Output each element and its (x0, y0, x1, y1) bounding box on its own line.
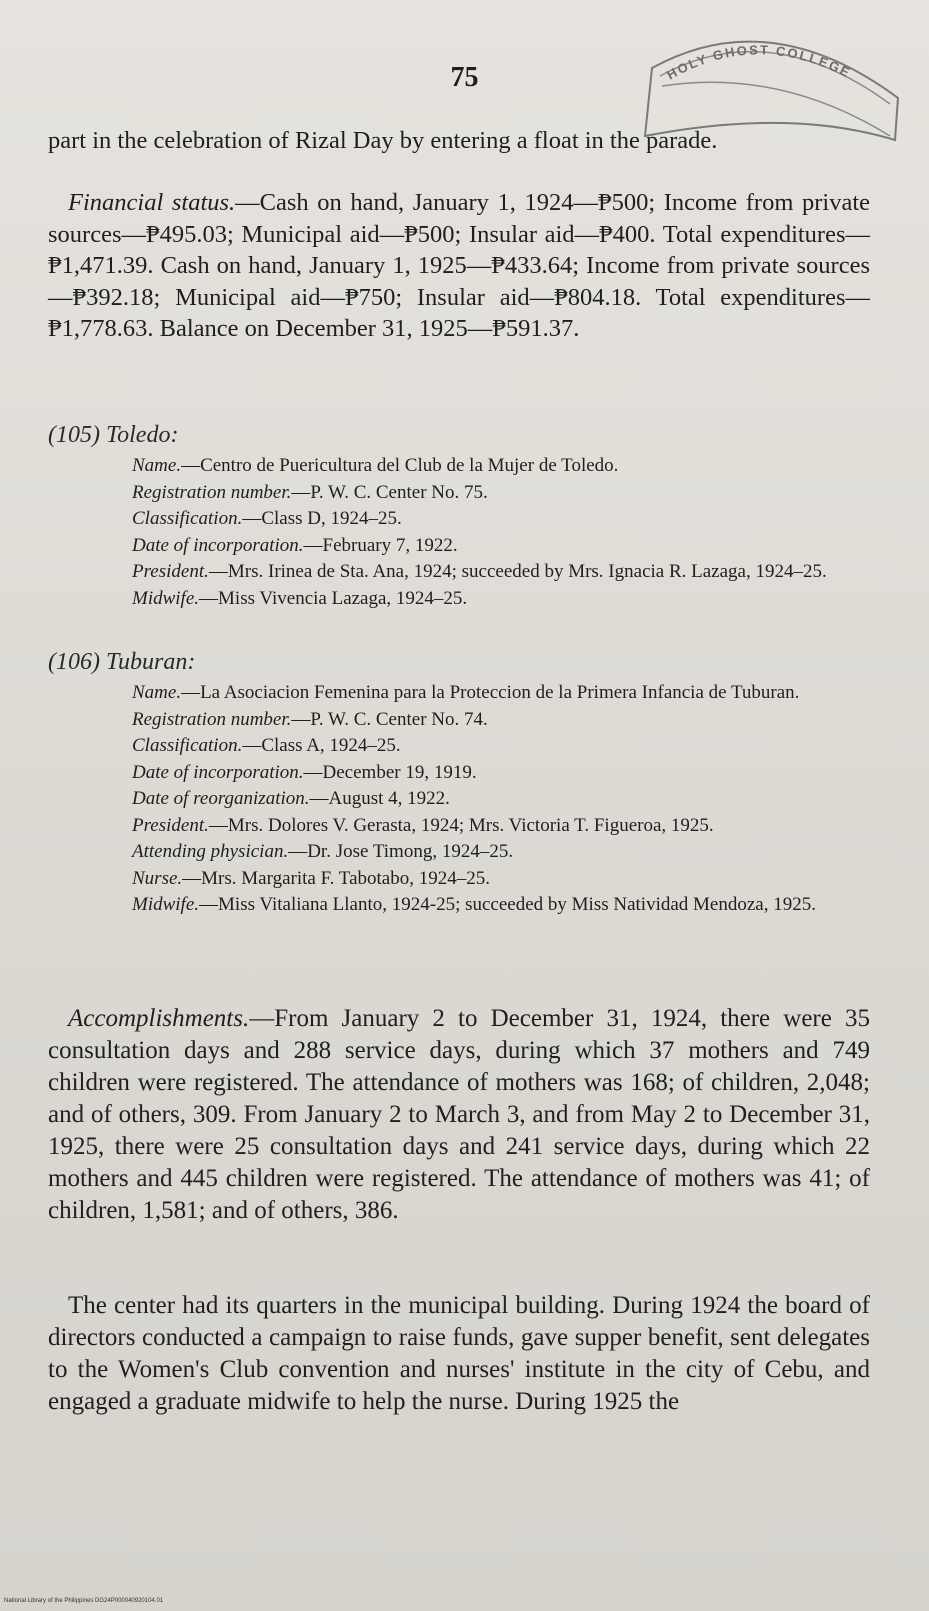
financial-status-text: —Cash on hand, January 1, 1924—₱500; Income from private sources—₱495.03; Municipal aid—₱500; Insular aid—₱400. Total expenditures—₱1,471.39. Cash on hand, January 1, 1925—₱433.64; Income from private sources—₱392.18; Municipal aid—₱750; Insular aid—₱804.18. Total expenditures—₱1,778.63. Balance on December 31, 1925—₱591.37. (48, 189, 871, 342)
financial-status-paragraph (48, 187, 870, 345)
entry-registration-number: Registration number.—P. W. C. Center No. 75. (132, 481, 488, 503)
page-number: 75 (450, 62, 479, 93)
entry-date-of-incorporation: Date of incorporation.—February 7, 1922. (132, 534, 458, 556)
section-heading-toledo: (105) Toledo: (48, 422, 179, 448)
scan-footer: National Library of the Philippines DG24P000040920104.01 (4, 1598, 164, 1604)
center-quarters-paragraph: The center had its quarters in the municipal building. During 1924 the board of directors conducted a campaign to raise funds, gave supper benefit, sent delegates to the Women's Club convention and nurses' institute in the city of Cebu, and engaged a graduate midwife to help the nurse. During 1925 the (48, 1292, 870, 1415)
financial-status-label: Financial status. (68, 189, 236, 216)
entry-president: President.—Mrs. Dolores V. Gerasta, 1924; Mrs. Victoria T. Figueroa, 1925. (132, 814, 714, 836)
entry-attending-physician: Attending physician.—Dr. Jose Timong, 1924–25. (132, 841, 514, 862)
toledo-entries (132, 453, 854, 612)
entry-date-of-incorporation: Date of incorporation.—December 19, 1919. (132, 761, 477, 783)
entry-classification: Classification.—Class D, 1924–25. (132, 508, 402, 529)
entry-name: Name.—Centro de Puericultura del Club de la Mujer de Toledo. (132, 455, 619, 476)
entry-name: Name.—La Asociacion Femenina para la Proteccion de la Primera Infancia de Tuburan. (132, 682, 800, 703)
accomplishments-label: Accomplishments. (68, 1005, 250, 1032)
entry-midwife: Midwife.—Miss Vivencia Lazaga, 1924–25. (132, 587, 468, 609)
entry-president: President.—Mrs. Irinea de Sta. Ana, 1924; succeeded by Mrs. Ignacia R. Lazaga, 1924–25. (132, 561, 827, 582)
accomplishments-paragraph (48, 1003, 870, 1227)
entry-date-of-reorganization: Date of reorganization.—August 4, 1922. (132, 788, 450, 809)
continuation-paragraph: part in the celebration of Rizal Day by entering a float in the parade. (48, 127, 718, 154)
stamp-text: HOLY GHOST COLLEGE (664, 42, 854, 83)
entry-midwife: Midwife.—Miss Vitaliana Llanto, 1924-25; succeeded by Miss Natividad Mendoza, 1925. (132, 894, 816, 915)
section-heading-tuburan: (106) Tuburan: (48, 649, 196, 675)
accomplishments-text: —From January 2 to December 31, 1924, there were 35 consultation days and 288 service days, during which 37 mothers and 749 children were registered. The attendance of mothers was 168; of children, 2,048; and of others, 309. From January 2 to March 3, and from May 2 to December 31, 1925, there were 25 consultation days and 241 service days, during which 22 mothers and 445 children were registered. The attendance of mothers was 41; of children, 1,581; and of others, 386. (48, 1005, 870, 1224)
entry-nurse: Nurse.—Mrs. Margarita F. Tabotabo, 1924–25. (132, 867, 490, 889)
entry-classification: Classification.—Class A, 1924–25. (132, 735, 401, 756)
tuburan-entries (132, 680, 854, 919)
entry-registration-number: Registration number.—P. W. C. Center No. 74. (132, 708, 488, 730)
